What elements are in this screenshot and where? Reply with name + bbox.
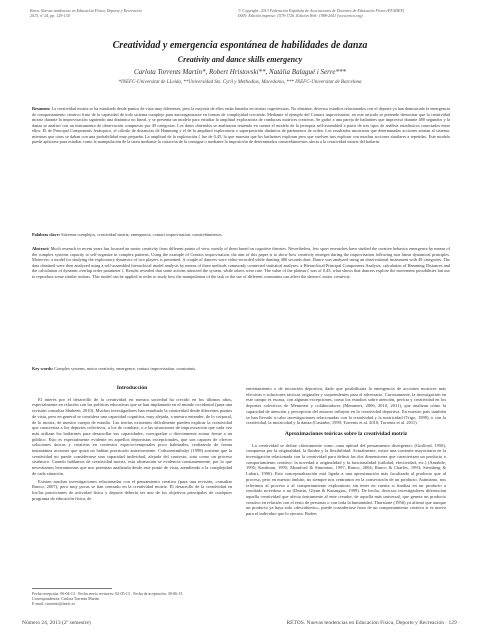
journal-header-left: Retos. Nuevas tendencias en Educación Física, Deporte y Recreación 2013, nº 24, pp. 129-134 bbox=[30, 8, 142, 18]
abstract-block bbox=[32, 246, 450, 279]
footnote-correspondence: Correspondencia: Carlota Torrents Martín bbox=[32, 596, 100, 601]
palabras-clave-text: Sistemas complejos, creatividad motriz, emergencia, contact improvisation, constreñimientos. bbox=[61, 232, 223, 237]
article-authors: Carlota Torrents Martín*, Robert Hristovski**, Natàlia Balagué i Serre*** bbox=[134, 68, 346, 76]
author-affiliations: *INEFC-Universitat de LLeida, **Universidad Sts. Cyril y Methodius, Macedonia, *** INEFC-Universitat de Barcelona bbox=[118, 80, 362, 85]
article-title: Creatividad y emergencia espontánea de habilidades de danza bbox=[112, 40, 368, 51]
footer-issue: Número 24, 2013 (2º semestre) bbox=[22, 620, 91, 626]
section-heading-aproximaciones: Aproximaciones teóricas sobre la creatividad motriz bbox=[284, 430, 408, 437]
footer-journal-page: RETOS. Nuevas tendencias en Educación Física, Deporte y Recreación · 129 · bbox=[286, 620, 460, 626]
footnote-divider bbox=[32, 588, 112, 589]
intro-paragraph-continued: entrenamiento o de iniciación deportiva, dado que posibilitaría la emergencia de acciones motrices más efectivas o soluciones tácticas originales y sorprendentes para el adversario. Curiosamente, la investigación en este campo es escasa, con algunas excepciones, como los estudios sobre atención, pericia y creatividad en los deportes colectivos de Memmert y colaboradores (Memmert, 2006, 2010, 2011), que analizan cómo la capacidad de atención y percepción del entorno influyen en la creatividad deportiva. En nuestro país también se han llevado a cabo investigaciones relacionadas con la creatividad y la motricidad (Trigo, 1999), o con la creatividad, la motricidad y la danza (Castañer, 1999; Torrents et al. 2010; Torrents et al. 2011). bbox=[246, 386, 446, 426]
resumen-block bbox=[32, 106, 450, 145]
journal-header-right: © Copyright: 2013 Federación Española de Asociaciones de Docentes de Educación Física (FEADEF) ISSN: Edición impresa: 1579-1726. Edición Web: 1988-2041 (www.retos.org) bbox=[238, 8, 405, 18]
section-heading-introduccion: Introducción bbox=[116, 385, 148, 391]
intro-paragraph-2: Existen muchas investigaciones relacionadas con el pensamiento creativo (para una revisión, consultar Runco, 2007), pero muy pocas se han centrado en la creatividad motriz. El desarrollo de la creatividad en los/las practicantes de actividad física y deporte debería ser uno de los objetivos principales de cualquier programa de educación física, de bbox=[32, 478, 232, 501]
theory-paragraph-1: La creatividad se define clásicamente como «una aptitud del pensamiento divergente» (Guilford, 1950), compuesta por la originalidad, la fluidez y la flexibilidad. Actualmente, existe una corriente mayoritaria en la investigación relacionada con la creatividad para definir las dos dimensiones que caracterizan un producto o comportamiento creativo: la novedad u originalidad y la funcionalidad (utilidad, efectividad, etc.) (Amabile, 1995; Kaufman, 1995; Mumford & Simonton, 1997; Runco, 2004; Runco & Charles, 1993; Sternberg & Lubart, 1996). Esta conceptualización está ligada a una aproximación más focalizada al producto que al proceso, pero en nuestro ámbito, no siempre nos centramos en la consecución de un producto. Asimismo, nos referimos al proceso o al comportamiento exploratorio sin tener en cuenta si finaliza en un producto o resultado novedoso o no (Dearin, Glynn & Kazangias, 1999). De hecho, diversos investigadores diferencian aquella creatividad que afecta únicamente al ente creador, de aquella más universal, que genera un producto creativo en relación con el resto de personas o con toda la humanidad. Thurstone (1956) ya afirmó que aunque un producto ya haya sido «descubierto», puede considerarse fruto de un comportamiento creativo si es nuevo para el individuo que lo ejecuta. Boden bbox=[246, 442, 446, 517]
footnote-email: E-mail: ctorrents@inefc.es bbox=[32, 601, 75, 606]
left-column bbox=[32, 386, 232, 503]
article-subtitle: Creativity and dance skills emergency bbox=[177, 55, 303, 64]
keywords-text: Complex systems, motor creativity, emergence, contact improvisation, constraints. bbox=[54, 366, 197, 371]
resumen-label: Resumen: bbox=[32, 106, 51, 111]
abstract-text: Much research in recent years has focused on motor creativity from different points of view, mostly of them based on cognitive theories. Nevertheless, few sport researches have studied the creative behavior emergence by means of the complex systems capacity to self-organize in complex patterns. Using the example of Contact improvisation, the aim of this paper is to show how creativity emerges during the improvisation following non linear dynamical principles. Moreover, a model for studying the exploratory dynamics of two players is presented. A couple of dancers were video-recorded while dancing 480 seconds duet. Dance was analyzed using an observational instrument with 49 categories. The data obtained were then analyzed using a self-assembled hierarchical model analysis by means of three methods commonly connected statistical analyses: a Hierarchical Principal Components Analysis, calculation of Hamming Distances and the calculation of dynamic overlap order parameter ζ. Results revealed that some actions attracted the system, while others were rare. The value of the plateau ζ was of 0,45, what shows that dancers explore the movement possibilities but use to reproduce some similar actions. This model can be applied in order to study how the manipulation of the task or the use of different constraints can affect the dancers' motor creativity. bbox=[32, 246, 451, 279]
keywords-block bbox=[32, 366, 450, 372]
palabras-clave-label: Palabras clave: bbox=[32, 232, 61, 237]
resumen-text: La creatividad motriz se ha estudiado desde puntos de vista muy diferentes, pero la mayoría de ellos están basados en teorías cognitivistas. No obstante, diversos estudios relacionados con el deporte ya han demostrado la emergencia de comportamiento creativo fruto de la capacidad de todo sistema complejo para autoorganizarse en formas de complejidad creciente. Mediante el ejemplo del Contact improvisation, en este artículo se pretende demostrar que la creatividad motriz durante la improvisación siguiendo una dinámica no lineal, y se presenta un modelo para estudiar la amplitud exploratoria de conductas motrices creativas. Se grabó a una pareja de bailarines que improvisó durante 480 segundos y la danza se analizó con un instrumento de observación compuesto por 49 categorías. Los datos obtenidos se analizaron teniendo en cuenta el modelo de la jerarquía self-assembled a partir de tres tipos de análisis estadísticos conectados entre ellos: El de Principal Components Jerárquico, el cálculo de distancias de Hamming y el de la amplitud exploratoria o superposición dinámica de parámetros de orden. Los resultados mostraron que determinadas acciones atraían al sistema, mientras que otras se daban con una probabilidad muy pequeña. La amplitud de la exploración ζ fue de 0,45, lo que muestra que los bailarines exploran pero que vuelven tras explorar con muchas acciones similares a repetidas. Este modelo puede aplicarse para estudiar como la manipulación de la tarea mediante la variación de la consigna o mediante la imposición de determinados constreñimientos afecta a la creatividad motriz del bailarín. bbox=[32, 106, 451, 144]
right-column bbox=[246, 386, 446, 519]
footnote-dates: Fecha recepción: 06-04-13 · Fecha envío revisores: 02-05-13 · Fecha de aceptación: 30-06-13 bbox=[32, 591, 183, 596]
palabras-clave-block bbox=[32, 232, 450, 238]
intro-paragraph-1: El interés por el desarrollo de la creatividad en nuestra sociedad ha crecido en los últimos años, especialmente en relación con las políticas educativas que se han implantado en el mundo occidental (para una revisión consultar Shaheen, 2010). Muchos investigadores han estudiado la creatividad desde diferentes puntos de vista, pero en general se considera una capacidad cognitiva, muy alejada, a nuestro entender, de lo corporal, de lo motriz, de nuestro cuerpo de estudio. Las teorías existentes difícilmente pueden explicar la creatividad que caracteriza a los deportes colectivos, a los de combate, o a las situaciones de improvisación que cada vez más utilizan los bailarines para desarrollar sus capacidades, coreografiar o directamente actuar frente a un público. Esto es especialmente evidente en aquellos deportistas excepcionales, que son capaces de ofrecer soluciones únicas y creativas en contextos espacio-temporales poco habituales, realizando de forma instantánea acciones que quizá no habían practicado anteriormente. Csikszentmihalyi (1998) sostiene que la creatividad no puede considerarse una capacidad individual, alejada del contexto, sino como un proceso sistémico. Cuando hablamos de creatividad motriz, esta afirmación se evidencia constantemente, por lo que necesitamos herramientas que nos permitan analizarla desde este punto de vista, atendiendo a la complejidad de cada situación. bbox=[32, 396, 232, 476]
keywords-label: Key words: bbox=[32, 366, 54, 371]
abstract-label: Abstract: bbox=[32, 246, 50, 251]
footnote bbox=[32, 591, 232, 606]
